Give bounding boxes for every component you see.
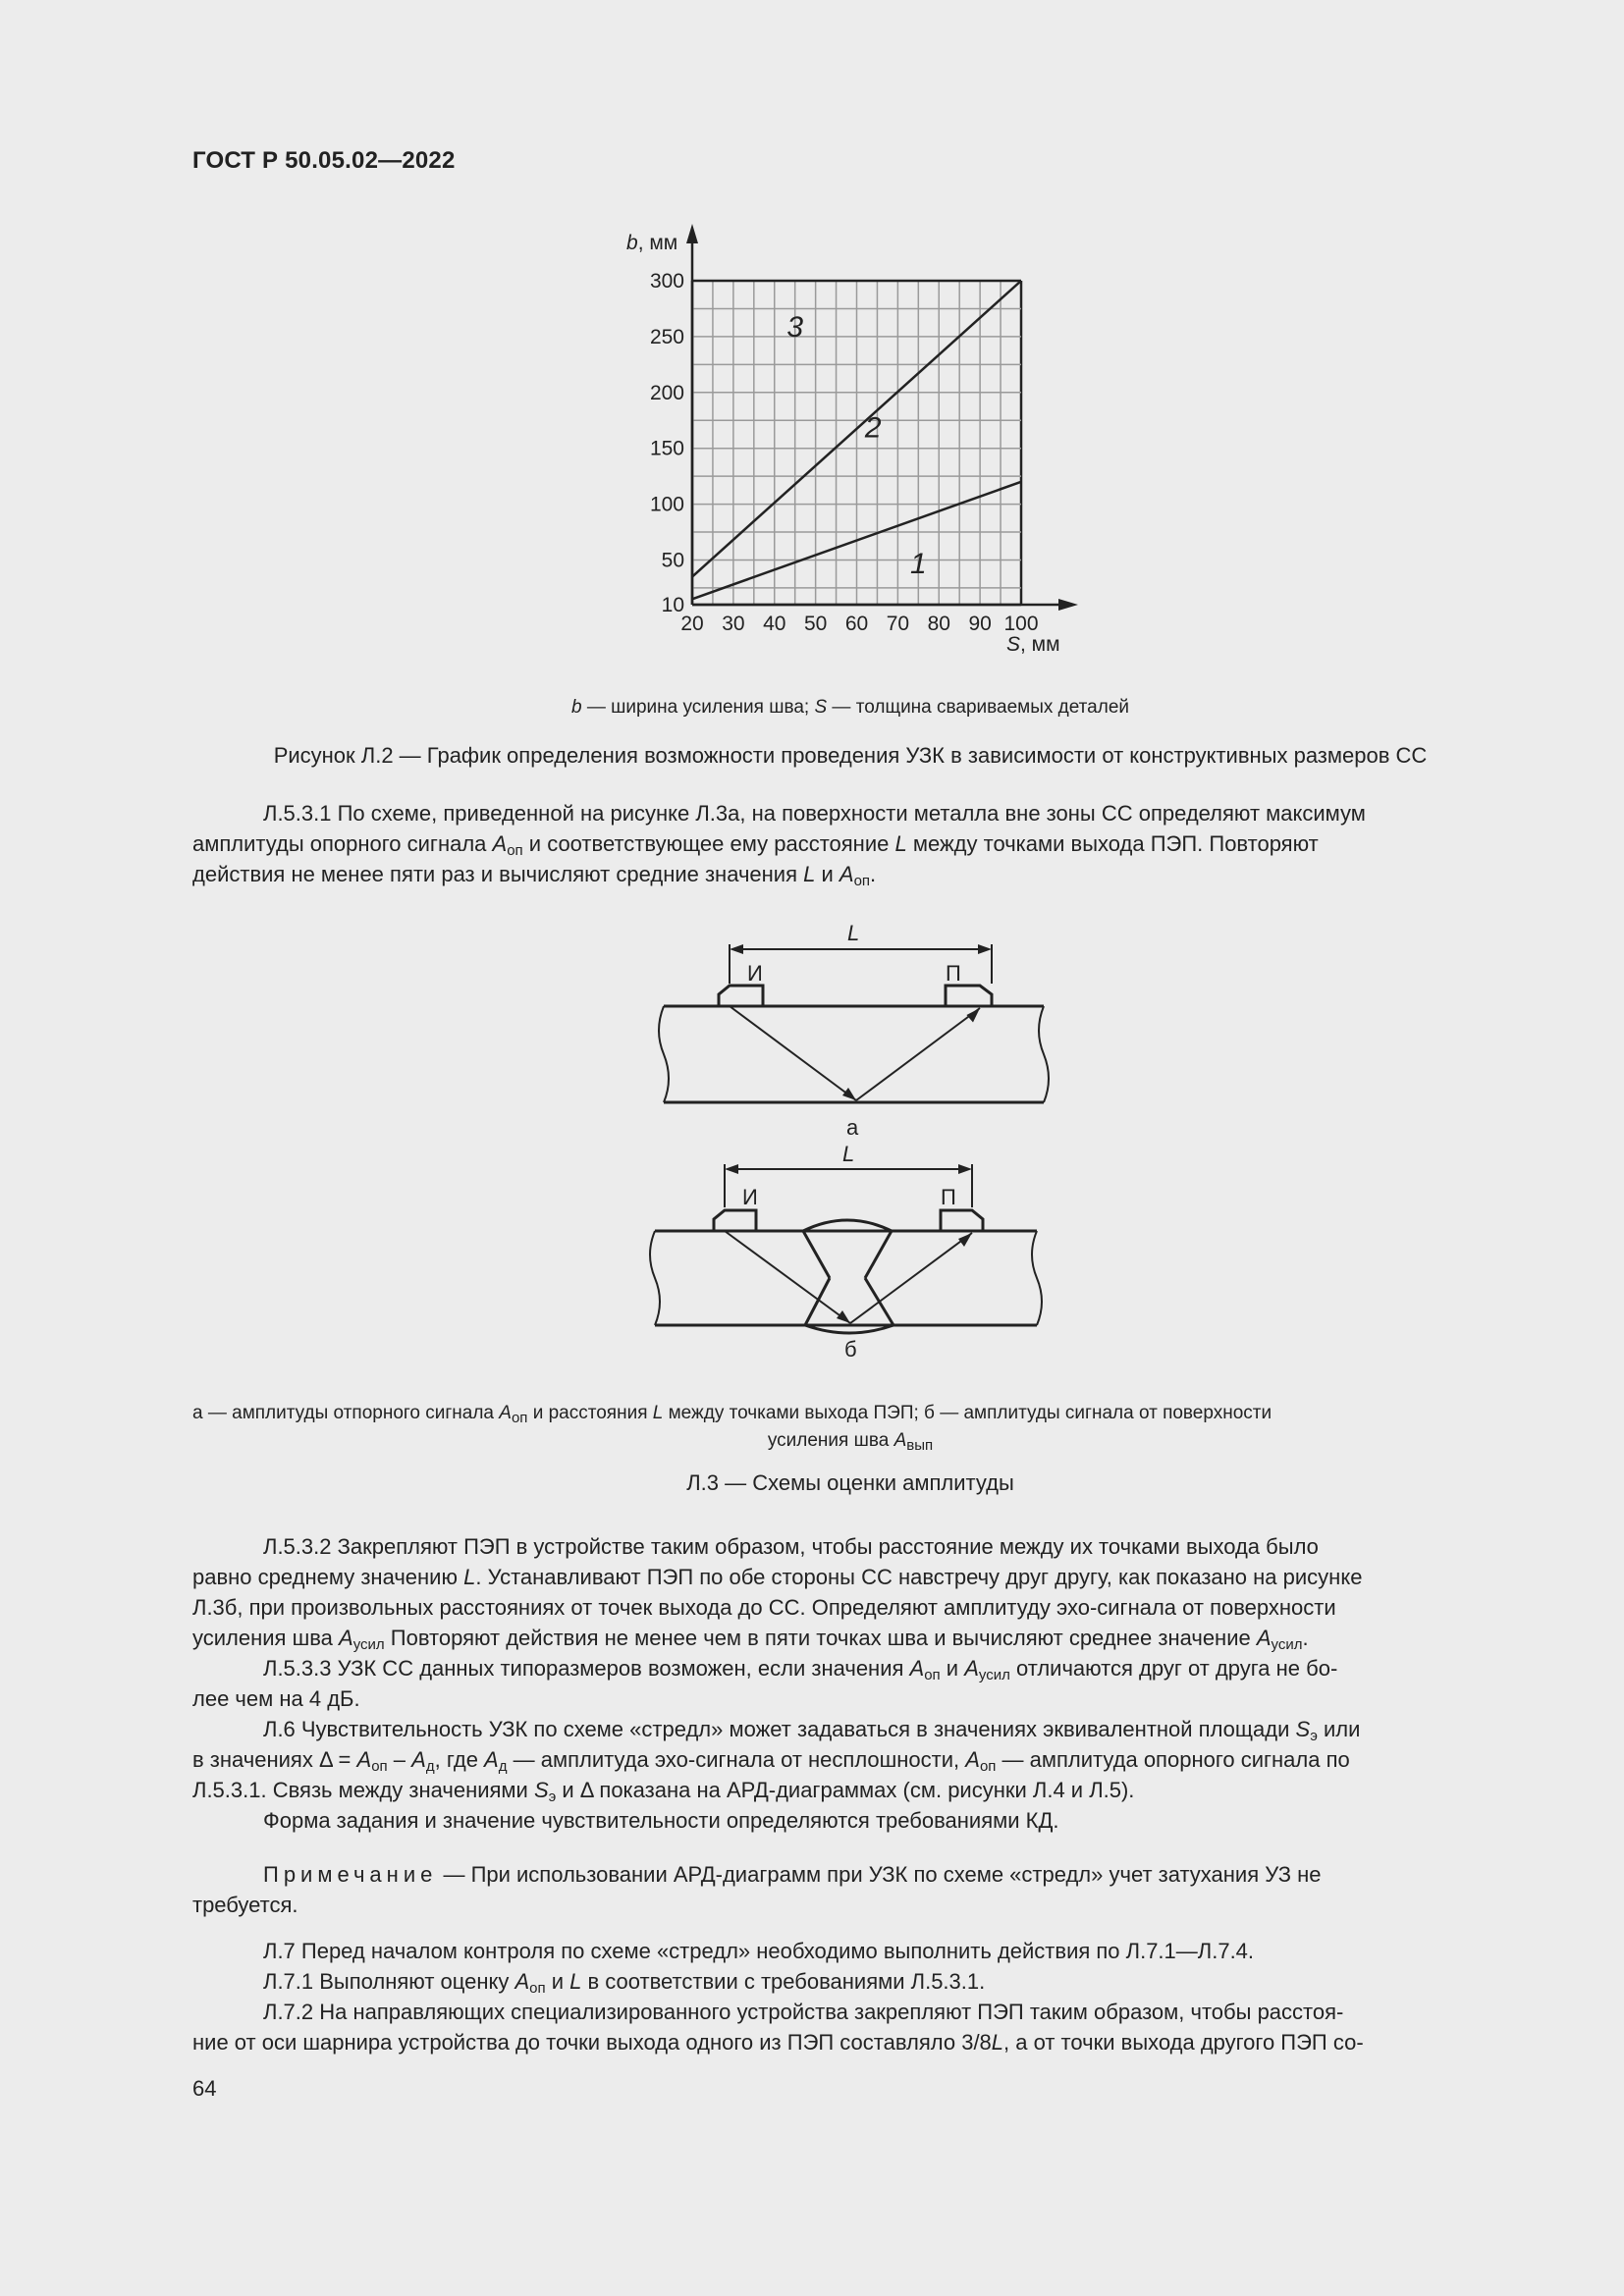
y-tick-label: 100 bbox=[649, 493, 684, 516]
x-tick-label: 80 bbox=[927, 613, 950, 635]
paragraph-l7: Л.7 Перед началом контроля по схеме «стредл» необходимо выполнить действия по Л.7.1—Л.7.4. Л.7.1 Выполняют оценку $A_{оп}$ и L в соответствии с требованиями Л.5.3.1. Л.7.2 На направляющих специализированного устройства закрепляют ПЭП таким образом, чтобы расстоя- ние от оси шарнира устройства до точки выхода одного из ПЭП составляло 3/8L, а от точки выхода другого ПЭП со- bbox=[192, 1939, 1364, 2055]
figure-l2-caption: Рисунок Л.2 — График определения возможности проведения УЗК в зависимости от конструктивных размеров СС bbox=[273, 743, 1428, 768]
y-tick-label: 200 bbox=[649, 381, 684, 404]
y-tick-label: 50 bbox=[661, 549, 684, 572]
paragraph-l531: Л.5.3.1 По схеме, приведенной на рисунке Л.3а, на поверхности металла вне зоны СС определяют максимум амплитуды опорного сигнала $A_{оп}$ и соответствующее ему расстояние L между точками выхода ПЭП. Повторяют действия не менее пяти раз и вычисляют средние значения L и $A_{оп}$. bbox=[192, 801, 1366, 889]
scheme-a-label-I: И bbox=[747, 961, 763, 986]
x-tick-label: 50 bbox=[803, 613, 828, 635]
y-tick-label: 250 bbox=[649, 325, 684, 348]
x-tick-label: 70 bbox=[886, 613, 910, 635]
y-tick-label: 150 bbox=[649, 437, 684, 460]
region-label-2: 2 bbox=[864, 411, 882, 445]
note-label: Примечание bbox=[263, 1862, 438, 1887]
scheme-b-label-L: L bbox=[842, 1142, 855, 1166]
x-tick-label: 100 bbox=[1003, 613, 1039, 635]
scheme-a-label-P: П bbox=[946, 961, 961, 986]
paragraph-l533: Л.5.3.3 УЗК СС данных типоразмеров возможен, если значения $A_{оп}$ и $A_{усил}$ отличаются друг от друга не бо- лее чем на 4 дБ. bbox=[192, 1656, 1338, 1711]
paragraph-l532: Л.5.3.2 Закрепляют ПЭП в устройстве таким образом, чтобы расстояние между их точками выхода было равно среднему значению L. Устанавливают ПЭП по обе стороны СС навстречу друг другу, как показано на рисунке Л.3б, при произвольных расстояниях от точек выхода до СС. Определяют амплитуду эхо-сигнала от поверхности усиления шва $A_{усил}$ Повторяют действия не менее чем в пяти точках шва и вычисляют среднее значение $A_{усил}$. bbox=[192, 1534, 1363, 1653]
scheme-b bbox=[650, 1164, 1042, 1333]
region-label-1: 1 bbox=[909, 548, 927, 581]
document-code: ГОСТ Р 50.05.02—2022 bbox=[192, 147, 456, 174]
figure-l3-schemes bbox=[628, 923, 1080, 1374]
scheme-b-label-I: И bbox=[742, 1185, 758, 1209]
scheme-a-label-L: L bbox=[847, 923, 860, 945]
x-tick-label: 30 bbox=[722, 613, 745, 635]
y-tick-label: 300 bbox=[649, 270, 684, 293]
x-axis-label: S, мм bbox=[1006, 633, 1060, 656]
scheme-b-caption: б bbox=[844, 1337, 857, 1362]
y-axis-label: b, мм bbox=[626, 232, 678, 254]
figure-l3-caption: Л.3 — Схемы оценки амплитуды bbox=[686, 1470, 1014, 1495]
paragraph-l6: Л.6 Чувствительность УЗК по схеме «стредл» может задаваться в значениях эквивалентной площади $S_э$ или в значениях $\Delta = A_{оп} - A_д$, где $A_д$ — амплитуда эхо-сигнала от несплошности, $A_{оп}$ — амплитуда опорного сигнала по Л.5.3.1. Связь между значениями $S_э$ и Δ показана на АРД-диаграммах (см. рисунки Л.4 и Л.5). Форма задания и значение чувствительности определяются требованиями КД. bbox=[192, 1717, 1361, 1833]
figure-l2-legend: b — ширина усиления шва; S — толщина свариваемых деталей bbox=[570, 697, 1130, 718]
region-label-3: 3 bbox=[786, 310, 804, 344]
y-axis-arrow bbox=[686, 224, 698, 243]
scheme-b-label-P: П bbox=[941, 1185, 956, 1209]
page-number: 64 bbox=[192, 2076, 217, 2101]
note: Примечание — При использовании АРД-диаграмм при УЗК по схеме «стредл» учет затухания УЗ не требуется. bbox=[192, 1862, 1322, 1917]
x-tick-label: 90 bbox=[968, 613, 992, 635]
x-axis-arrow bbox=[1058, 599, 1078, 611]
x-tick-label: 60 bbox=[844, 613, 869, 635]
x-tick-label: 20 bbox=[680, 613, 704, 635]
scheme-a-caption: а bbox=[846, 1115, 859, 1140]
x-tick-label: 40 bbox=[763, 613, 786, 635]
figure-l2-chart bbox=[589, 216, 1100, 677]
scheme-a bbox=[659, 944, 1049, 1102]
figure-l3-legend: а — амплитуды отпорного сигнала $A_{оп}$ и расстояния L между точками выхода ПЭП; б — амплитуды сигнала от поверхности усиления шва $A_{вып}$ bbox=[192, 1403, 1272, 1454]
y-tick-label: 10 bbox=[661, 594, 684, 616]
